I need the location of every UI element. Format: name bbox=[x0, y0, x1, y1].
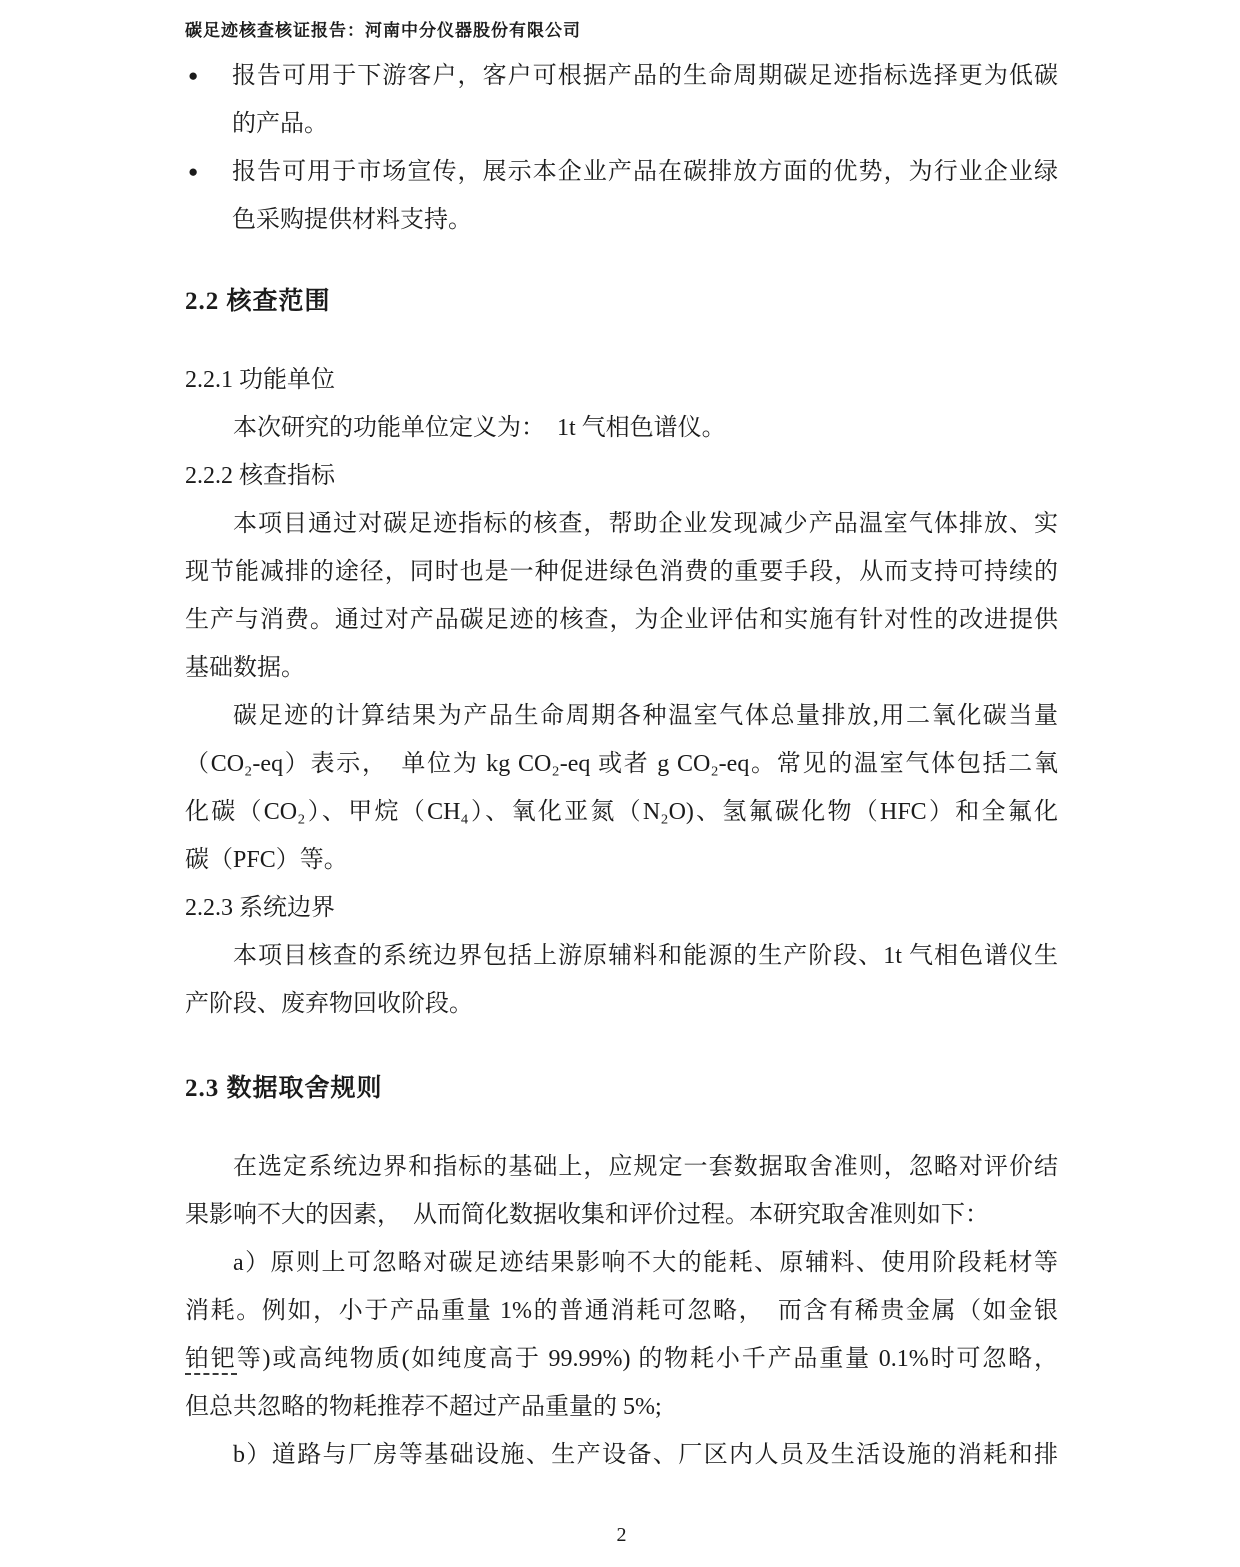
paragraph-line: 本次研究的功能单位定义为： 1t 气相色谱仪。 bbox=[233, 415, 726, 441]
paragraph-2-3-intro bbox=[185, 1143, 1058, 1239]
page-number: 2 bbox=[616, 1524, 627, 1546]
paragraph-2-2-2-a bbox=[185, 500, 1058, 692]
subsection-heading-2-2-3: 2.2.3 系统边界 bbox=[185, 895, 335, 921]
bullet-icon: ● bbox=[188, 162, 199, 181]
subsection-heading-2-2-1: 2.2.1 功能单位 bbox=[185, 367, 335, 393]
paragraph-line: b）道路与厂房等基础设施、生产设备、厂区内人员及生活设施的消耗和排 bbox=[233, 1442, 1058, 1468]
paragraph-line: 色采购提供材料支持。 bbox=[232, 207, 472, 233]
paragraph-line bbox=[185, 1335, 1058, 1383]
bullet-item bbox=[185, 148, 1058, 244]
paragraph-line: 化碳（CO₂）、甲烷（CH₄）、氧化亚氮（N₂O)、氢氟碳化物（HFC）和全氟化 bbox=[185, 799, 1058, 825]
section-heading-2-3: 2.3 数据取舍规则 bbox=[185, 1075, 383, 1102]
paragraph-line: 但总共忽略的物耗推荐不超过产品重量的 5%; bbox=[185, 1394, 662, 1420]
paragraph-line: 的产品。 bbox=[232, 111, 328, 137]
running-header: 碳足迹核查核证报告：河南中分仪器股份有限公司 bbox=[185, 21, 581, 40]
paragraph-line-text: 等)或高纯物质(如纯度高于 99.99%) 的物耗小千产品重量 0.1%时可忽略， bbox=[236, 1346, 1059, 1372]
bullet-icon: ● bbox=[188, 66, 199, 85]
paragraph-line: 生产与消费。通过对产品碳足迹的核查，为企业评估和实施有针对性的改进提供 bbox=[185, 607, 1058, 633]
item-b-paragraph bbox=[185, 1431, 1058, 1479]
paragraph-line: 基础数据。 bbox=[185, 655, 305, 681]
item-a-paragraph bbox=[185, 1239, 1058, 1431]
subsection-heading-2-2-2: 2.2.2 核查指标 bbox=[185, 463, 335, 489]
section-heading-2-2: 2.2 核查范围 bbox=[185, 288, 331, 315]
paragraph-line: 本项目通过对碳足迹指标的核查，帮助企业发现减少产品温室气体排放、实 bbox=[233, 511, 1058, 537]
paragraph-line: 碳足迹的计算结果为产品生命周期各种温室气体总量排放,用二氧化碳当量 bbox=[233, 703, 1058, 729]
bullet-list bbox=[185, 52, 1058, 244]
paragraph-line: 产阶段、废弃物回收阶段。 bbox=[185, 991, 473, 1017]
paragraph-2-2-3 bbox=[185, 932, 1058, 1028]
paragraph-line: a）原则上可忽略对碳足迹结果影响不大的能耗、原辅料、使用阶段耗材等 bbox=[233, 1250, 1058, 1276]
paragraph-line: 在选定系统边界和指标的基础上，应规定一套数据取舍准则，忽略对评价结 bbox=[233, 1154, 1058, 1180]
bullet-item bbox=[185, 52, 1058, 148]
paragraph-line: 报告可用于下游客户，客户可根据产品的生命周期碳足迹指标选择更为低碳 bbox=[232, 63, 1058, 89]
paragraph-line: 现节能减排的途径，同时也是一种促进绿色消费的重要手段，从而支持可持续的 bbox=[185, 559, 1058, 585]
paragraph-line: （CO₂-eq）表示， 单位为 kg CO₂-eq 或者 g CO₂-eq。常见的温室气体包括二氧 bbox=[185, 751, 1058, 777]
paragraph-2-2-2-b bbox=[185, 692, 1058, 884]
paragraph-line: 本项目核查的系统边界包括上游原辅料和能源的生产阶段、1t 气相色谱仪生 bbox=[233, 943, 1058, 969]
paragraph-line: 碳（PFC）等。 bbox=[185, 847, 348, 873]
paragraph-line: 消耗。例如，小于产品重量 1%的普通消耗可忽略， 而含有稀贵金属（如金银 bbox=[185, 1298, 1058, 1324]
paragraph-line: 果影响不大的因素， 从而简化数据收集和评价过程。本研究取舍准则如下： bbox=[185, 1202, 989, 1228]
paragraph-line: 报告可用于市场宣传，展示本企业产品在碳排放方面的优势，为行业企业绿 bbox=[232, 159, 1058, 185]
underlined-term: 铂钯 bbox=[185, 1346, 237, 1375]
